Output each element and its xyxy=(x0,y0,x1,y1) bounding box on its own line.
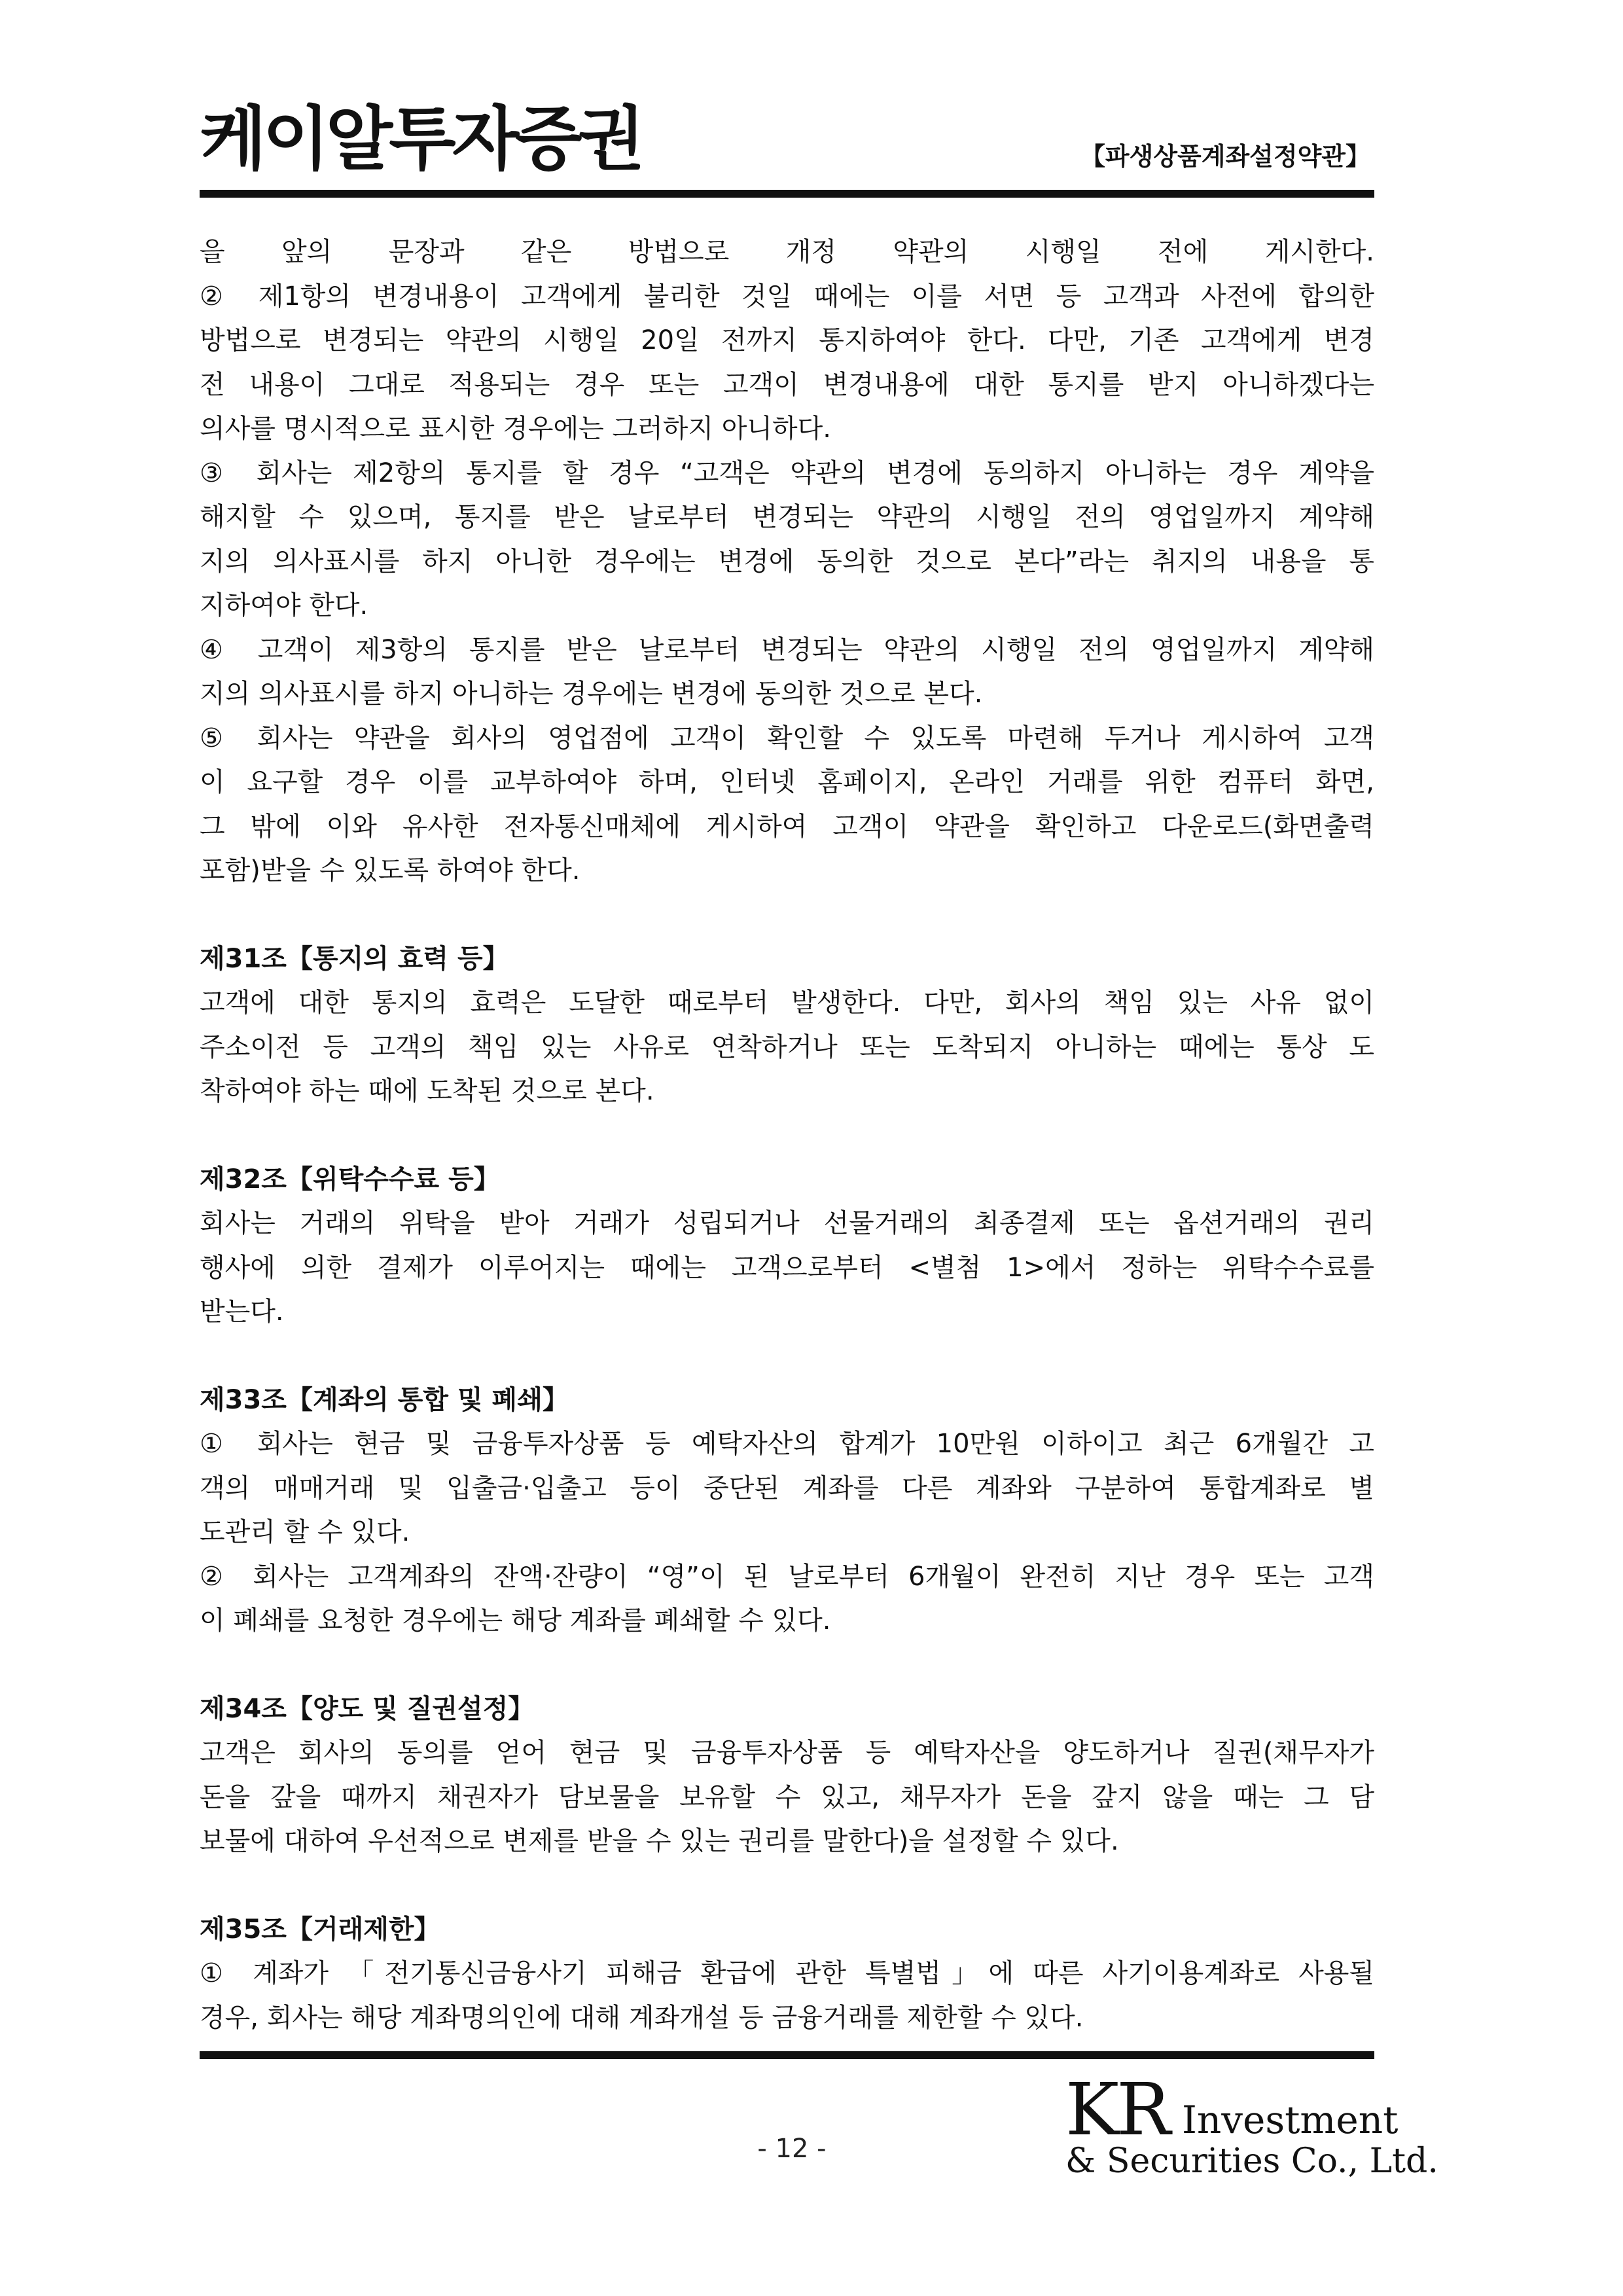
body-line: 행사에 의한 결제가 이루어지는 때에는 고객으로부터 <별첨 1>에서 정하는 위탁수수료를 xyxy=(200,1252,1374,1283)
body-line: ① 회사는 현금 및 금융투자상품 등 예탁자산의 합계가 10만원 이하이고 최근 6개월간 고 xyxy=(200,1429,1374,1459)
body-line: 그 밖에 이와 유사한 전자통신매체에 게시하여 고객이 약관을 확인하고 다운로드(화면출력 xyxy=(200,811,1374,842)
body-line: 포함)받을 수 있도록 하여야 한다. xyxy=(200,855,580,886)
body-line: 지하여야 한다. xyxy=(200,590,368,620)
body-line: 객의 매매거래 및 입출금·입출고 등이 중단된 계좌를 다른 계좌와 구분하여 통합계좌로 별 xyxy=(200,1473,1374,1503)
page-number: - 12 - xyxy=(757,2134,827,2164)
article-33 xyxy=(200,1378,1374,1643)
company-logo xyxy=(1065,2068,1438,2185)
header-rule xyxy=(200,190,1374,198)
body-line: 도관리 할 수 있다. xyxy=(200,1517,410,1547)
body-line: 의사를 명시적으로 표시한 경우에는 그러하지 아니하다. xyxy=(200,414,832,444)
intro-paragraphs xyxy=(200,230,1374,893)
body-line: ② 제1항의 변경내용이 고객에게 불리한 것일 때에는 이를 서면 등 고객과 사전에 합의한 xyxy=(200,281,1374,312)
company-name: 케이알투자증권 xyxy=(200,99,641,179)
body-line: ② 회사는 고객계좌의 잔액·잔량이 “영”이 된 날로부터 6개월이 완전히 지난 경우 또는 고객 xyxy=(200,1561,1374,1592)
body-line: ④ 고객이 제3항의 통지를 받은 날로부터 변경되는 약관의 시행일 전의 영업일까지 계약해 xyxy=(200,634,1374,665)
footer-rule xyxy=(200,2051,1374,2059)
body-line: 착하여야 하는 때에 도착된 것으로 본다. xyxy=(200,1076,654,1106)
article-35 xyxy=(200,1908,1374,2041)
body-line: 고객에 대한 통지의 효력은 도달한 때로부터 발생한다. 다만, 회사의 책임 있는 사유 없이 xyxy=(200,988,1374,1018)
body-line: 지의 의사표시를 하지 아니한 경우에는 변경에 동의한 것으로 본다”라는 취지의 내용을 통 xyxy=(200,546,1374,577)
body-line: 을 앞의 문장과 같은 방법으로 개정 약관의 시행일 전에 게시한다. xyxy=(200,237,1374,267)
article-31 xyxy=(200,937,1374,1114)
article-heading: 제32조【위탁수수료 등】 xyxy=(200,1164,500,1194)
body-line: ① 계좌가 「전기통신금융사기 피해금 환급에 관한 특별법」에 따른 사기이용계좌로 사용될 xyxy=(200,1958,1374,1988)
article-heading: 제31조【통지의 효력 등】 xyxy=(200,943,509,974)
document-title: 【파생상품계좌설정약관】 xyxy=(1080,142,1370,171)
body-line: 주소이전 등 고객의 책임 있는 사유로 연착하거나 또는 도착되지 아니하는 때에는 통상 도 xyxy=(200,1031,1374,1062)
body-line: 경우, 회사는 해당 계좌명의인에 대해 계좌개설 등 금융거래를 제한할 수 있다. xyxy=(200,2002,1084,2033)
body-line: 보물에 대하여 우선적으로 변제를 받을 수 있는 권리를 말한다)을 설정할 수 있다. xyxy=(200,1826,1119,1856)
logo-securities-text: & Securities Co., Ltd. xyxy=(1065,2142,1438,2181)
logo-kr-text: KR xyxy=(1065,2068,1168,2151)
body-line: 이 요구할 경우 이를 교부하여야 하며, 인터넷 홈페이지, 온라인 거래를 위한 컴퓨터 화면, xyxy=(200,767,1374,797)
body-line: 회사는 거래의 위탁을 받아 거래가 성립되거나 선물거래의 최종결제 또는 옵션거래의 권리 xyxy=(200,1208,1374,1238)
body-line: 이 폐쇄를 요청한 경우에는 해당 계좌를 폐쇄할 수 있다. xyxy=(200,1605,831,1636)
article-heading: 제34조【양도 및 질권설정】 xyxy=(200,1693,535,1724)
body-line: 전 내용이 그대로 적용되는 경우 또는 고객이 변경내용에 대한 통지를 받지 아니하겠다는 xyxy=(200,369,1374,400)
article-32 xyxy=(200,1158,1374,1335)
article-34 xyxy=(200,1687,1374,1864)
body-line: 돈을 갚을 때까지 채권자가 담보물을 보유할 수 있고, 채무자가 돈을 갚지 않을 때는 그 담 xyxy=(200,1782,1374,1812)
body-line: 받는다. xyxy=(200,1297,284,1327)
body-line: 방법으로 변경되는 약관의 시행일 20일 전까지 통지하여야 한다. 다만, 기존 고객에게 변경 xyxy=(200,325,1374,355)
body-line: ③ 회사는 제2항의 통지를 할 경우 “고객은 약관의 변경에 동의하지 아니하는 경우 계약을 xyxy=(200,457,1374,488)
article-heading: 제33조【계좌의 통합 및 폐쇄】 xyxy=(200,1384,569,1415)
document-body xyxy=(200,230,1374,2040)
logo-investment-text: Investment xyxy=(1182,2098,1399,2142)
body-line: 지의 의사표시를 하지 아니하는 경우에는 변경에 동의한 것으로 본다. xyxy=(200,679,983,709)
body-line: ⑤ 회사는 약관을 회사의 영업점에 고객이 확인할 수 있도록 마련해 두거나 게시하여 고객 xyxy=(200,723,1374,753)
article-heading: 제35조【거래제한】 xyxy=(200,1914,440,1945)
body-line: 고객은 회사의 동의를 얻어 현금 및 금융투자상품 등 예탁자산을 양도하거나 질권(채무자가 xyxy=(200,1738,1374,1768)
body-line: 해지할 수 있으며, 통지를 받은 날로부터 변경되는 약관의 시행일 전의 영업일까지 계약해 xyxy=(200,502,1374,532)
